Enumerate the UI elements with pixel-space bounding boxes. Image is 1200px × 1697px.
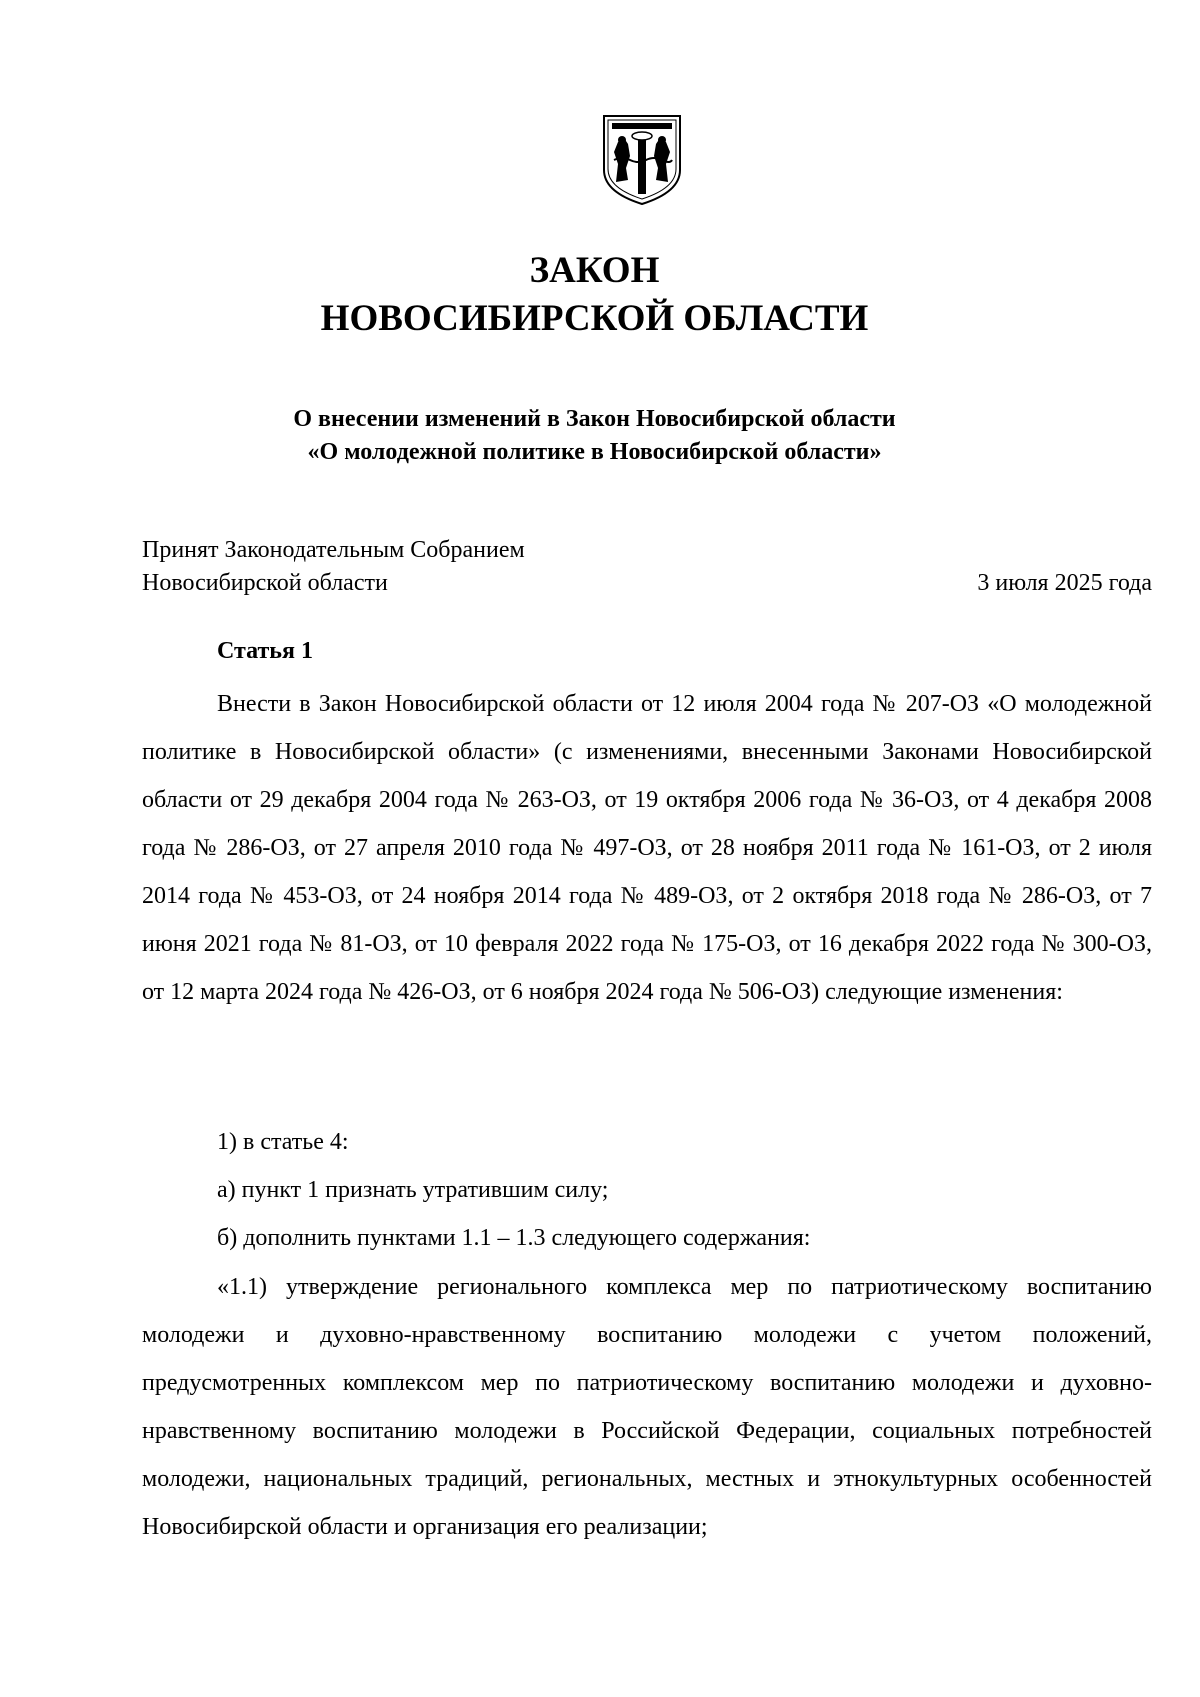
item-a — [142, 1166, 1152, 1214]
item-1 — [142, 1118, 1152, 1166]
item-1-text: 1) в статье 4: — [217, 1129, 349, 1155]
item-b-text: б) дополнить пунктами 1.1 – 1.3 следующего содержания: — [217, 1225, 811, 1251]
law-title-line-2: НОВОСИБИРСКОЙ ОБЛАСТИ — [320, 298, 869, 339]
adoption-date: 3 июля 2025 года — [977, 570, 1152, 596]
adopted-by-line-1: Принят Законодательным Собранием — [142, 537, 525, 563]
article-heading: Статья 1 — [217, 638, 313, 664]
law-subtitle-line-2: «О молодежной политике в Новосибирской области» — [307, 439, 882, 465]
item-b — [142, 1214, 1152, 1262]
adopted-by-line-2: Новосибирской области — [142, 570, 388, 596]
coat-of-arms-emblem — [600, 112, 684, 208]
article-main-paragraph — [142, 680, 1152, 1016]
coat-of-arms-icon — [600, 112, 684, 208]
item-1-1 — [142, 1263, 1152, 1551]
law-title-line-1: ЗАКОН — [529, 250, 660, 291]
law-subtitle-line-1: О внесении изменений в Закон Новосибирской области — [293, 406, 896, 432]
item-1-1-text: «1.1) утверждение регионального комплекса мер по патриотическому воспитанию молодежи и духовно-нравственному воспитанию молодежи с учетом положений, предусмотренных комплексом мер по патриотическому воспитанию молодежи и духовно-нравственному воспитанию молодежи в Российской Федерации, социальных потребностей молодежи, национальных традиций, региональных, местных и этнокультурных особенностей Новосибирской области и организация его реализации; — [142, 1274, 1152, 1540]
item-a-text: а) пункт 1 признать утратившим силу; — [217, 1177, 609, 1203]
main-paragraph-text: Внести в Закон Новосибирской области от 12 июля 2004 года № 207-ОЗ «О молодежной политике в Новосибирской области» (с изменениями, внесенными Законами Новосибирской области от 29 декабря 2004 года № 263-ОЗ, от 19 октября 2006 года № 36-ОЗ, от 4 декабря 2008 года № 286-ОЗ, от 27 апреля 2010 года № 497-ОЗ, от 28 ноября 2011 года № 161-ОЗ, от 2 июля 2014 года № 453-ОЗ, от 24 ноября 2014 года № 489-ОЗ, от 2 октября 2018 года № 286-ОЗ, от 7 июня 2021 года № 81-ОЗ, от 10 февраля 2022 года № 175-ОЗ, от 16 декабря 2022 года № 300-ОЗ, от 12 марта 2024 года № 426-ОЗ, от 6 ноября 2024 года № 506-ОЗ) следующие изменения: — [142, 691, 1152, 1005]
